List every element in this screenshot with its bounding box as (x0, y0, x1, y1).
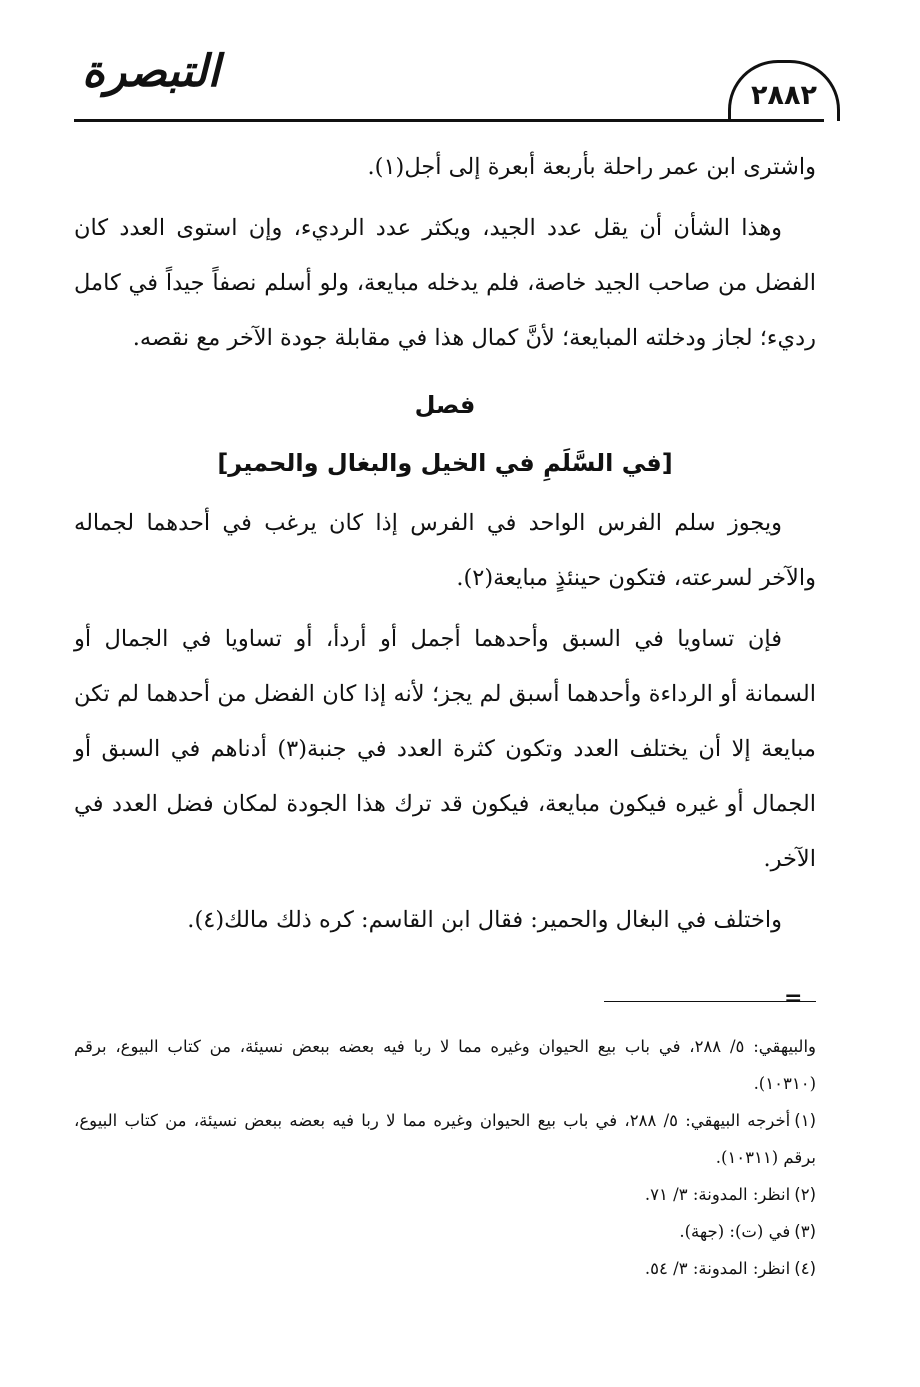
footnote-continuation: والبيهقي: ٥/ ٢٨٨، في باب بيع الحيوان وغيره مما لا ربا فيه بعضه ببعض نسيئة، من كتاب البيوع، برقم (١٠٣١٠). (74, 1037, 817, 1093)
footnote-number: (٣) (794, 1222, 816, 1241)
paragraph-4: فإن تساويا في السبق وأحدهما أجمل أو أردأ، أو تساويا في الجمال أو السمانة أو الرداءة وأحدهما أسبق لم يجز؛ لأنه إذا كان الفضل من أحدهما لم تكن مبايعة إلا أن يختلف العدد وتكون كثرة العدد في جنبة(٣) أدناهم في السبق أو الجمال أو غيره فيكون مبايعة، فيكون قد ترك هذا الجودة لمكان فضل العدد في الآخر. (74, 626, 816, 872)
footnote-text: أخرجه البيهقي: ٥/ ٢٨٨، في باب بيع الحيوان وغيره مما لا ربا فيه بعضه ببعض نسيئة، من كتاب البيوع، برقم (١٠٣١١). (74, 1111, 816, 1167)
paragraph-2: وهذا الشأن أن يقل عدد الجيد، ويكثر عدد الرديء، وإن استوى العدد كان الفضل من صاحب الجيد خاصة، فلم يدخله مبايعة، ولو أسلم نصفاً جيداً في كامل رديء؛ لجاز ودخلته المبايعة؛ لأنَّ كمال هذا في مقابلة جودة الآخر مع نقصه. (74, 215, 816, 351)
section-heading: فصل (414, 391, 476, 419)
footnote-number: (٢) (794, 1185, 816, 1204)
footnote-text: انظر: المدونة: ٣/ ٥٤. (644, 1259, 791, 1278)
footnote-text: في (ت): (جهة). (679, 1222, 791, 1241)
page-number-frame (728, 60, 840, 121)
footnote-number: (١) (794, 1111, 816, 1130)
main-text (74, 140, 816, 954)
paragraph-5: واختلف في البغال والحمير: فقال ابن القاسم: كره ذلك مالك(٤). (187, 907, 782, 933)
footnote-4 (74, 1250, 816, 1287)
footnote-continuation-mark: = (784, 986, 803, 1011)
footnotes (74, 1028, 816, 1287)
paragraph-3: ويجوز سلم الفرس الواحد في الفرس إذا كان يرغب في أحدهما لجماله والآخر لسرعته، فتكون حينئذٍ مبايعة(٢). (74, 510, 816, 591)
page-header (74, 44, 824, 122)
footnote-text: انظر: المدونة: ٣/ ٧١. (644, 1185, 791, 1204)
footnote-number: (٤) (794, 1259, 816, 1278)
paragraph-1: واشترى ابن عمر راحلة بأربعة أبعرة إلى أجل(١). (367, 154, 816, 180)
footnote-2 (74, 1176, 816, 1213)
book-title: التبصرة (82, 46, 220, 97)
header-rule (74, 119, 824, 122)
page-number: ٢٨٨٢ (751, 79, 817, 111)
section-subheading: [في السَّلَمِ في الخيل والبغال والحمير] (217, 449, 673, 477)
footnote-3 (74, 1213, 816, 1250)
footnote-1 (74, 1102, 816, 1176)
